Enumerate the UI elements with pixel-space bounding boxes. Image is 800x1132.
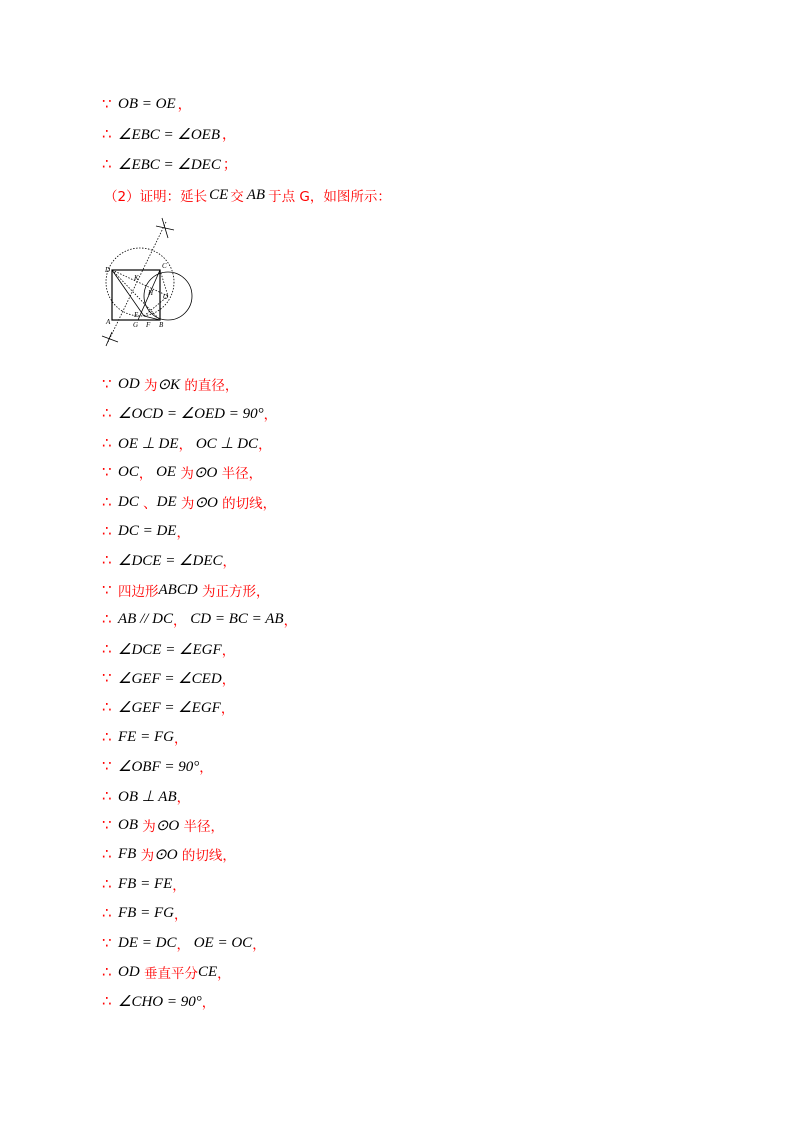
proof-text: ， bbox=[217, 966, 231, 982]
math-expression: ∠EBC = ∠DEC bbox=[118, 156, 221, 173]
proof-text: ， bbox=[173, 907, 188, 923]
proof-text: ， bbox=[201, 995, 216, 1011]
math-expression: OD bbox=[118, 375, 140, 392]
proof-text: ， bbox=[178, 437, 193, 453]
proof-text: ， bbox=[176, 525, 190, 541]
proof-text: 为 bbox=[139, 378, 158, 394]
therefore-symbol: ∴ bbox=[102, 404, 112, 422]
proof-line bbox=[102, 785, 190, 807]
math-expression: ∠GEF = ∠CED bbox=[118, 670, 222, 687]
math-expression: ∠GEF = ∠EGF bbox=[118, 699, 221, 716]
punctuation: ； bbox=[222, 157, 237, 173]
proof-text: ， bbox=[172, 878, 186, 894]
proof-line bbox=[102, 726, 187, 748]
math-expression: FE = FG bbox=[118, 728, 174, 745]
math-expression: ⊙O bbox=[194, 494, 218, 511]
label-a: A bbox=[106, 318, 111, 326]
proof-text: ， bbox=[138, 466, 153, 482]
proof-text: 半径， bbox=[179, 819, 224, 835]
segment-ab: AB bbox=[246, 186, 266, 203]
because-symbol: ∵ bbox=[102, 95, 112, 113]
math-expression: CD = BC = AB bbox=[186, 610, 284, 627]
proof-line bbox=[102, 402, 277, 424]
proof-line bbox=[102, 932, 266, 954]
segment-ce: CE bbox=[209, 186, 229, 203]
proof-text: 的切线， bbox=[177, 848, 236, 864]
therefore-symbol: ∴ bbox=[102, 787, 112, 805]
math-expression: ⊙O bbox=[154, 846, 178, 863]
math-expression: OB ⊥ AB bbox=[118, 788, 177, 805]
therefore-symbol: ∴ bbox=[102, 551, 112, 569]
math-expression: DC bbox=[118, 493, 139, 510]
arc-mark-top bbox=[156, 218, 174, 238]
punctuation: ， bbox=[177, 97, 192, 113]
math-expression: ∠OCD = ∠OED = 90° bbox=[118, 405, 264, 422]
math-expression: OC ⊥ DC bbox=[192, 435, 259, 452]
because-symbol: ∵ bbox=[102, 669, 112, 687]
because-symbol: ∵ bbox=[102, 375, 112, 393]
proof-text: 的直径， bbox=[180, 378, 239, 394]
therefore-symbol: ∴ bbox=[102, 155, 112, 173]
proof-line-top-3 bbox=[102, 153, 237, 175]
therefore-symbol: ∴ bbox=[102, 963, 112, 981]
proof-text: 为 bbox=[136, 848, 155, 864]
proof-line bbox=[102, 608, 297, 630]
therefore-symbol: ∴ bbox=[102, 875, 112, 893]
therefore-symbol: ∴ bbox=[102, 610, 112, 628]
part2-lead: （2）证明：延长 bbox=[104, 189, 208, 205]
proof-line bbox=[102, 843, 236, 865]
math-expression: FB = FG bbox=[118, 904, 174, 921]
math-expression: ABCD bbox=[158, 581, 198, 598]
proof-line bbox=[102, 373, 238, 395]
proof-text: ， bbox=[283, 613, 298, 629]
therefore-symbol: ∴ bbox=[102, 493, 112, 511]
proof-text: 为 bbox=[176, 496, 195, 512]
proof-text: 为 bbox=[138, 819, 156, 835]
proof-line bbox=[102, 755, 213, 777]
because-symbol: ∵ bbox=[102, 934, 112, 952]
math-expression: ∠CHO = 90° bbox=[118, 993, 202, 1010]
because-symbol: ∵ bbox=[102, 816, 112, 834]
label-b: B bbox=[159, 321, 164, 329]
proof-text: ， bbox=[252, 937, 266, 953]
proof-text: 为正方形， bbox=[197, 584, 270, 600]
math-expression: ⊙O bbox=[193, 464, 218, 481]
math-expression: ⊙K bbox=[157, 376, 181, 393]
math-expression: OE = OC bbox=[189, 934, 253, 951]
therefore-symbol: ∴ bbox=[102, 728, 112, 746]
proof-line bbox=[102, 667, 235, 689]
math-expression: ∠OBF = 90° bbox=[118, 758, 200, 775]
proof-line-top-2 bbox=[102, 123, 236, 145]
proof-line bbox=[102, 491, 276, 513]
math-expression: ∠EBC = ∠OEB bbox=[118, 126, 221, 143]
arc-mark-bottom bbox=[102, 332, 118, 346]
geometry-figure bbox=[100, 216, 212, 352]
proof-text: ， bbox=[176, 790, 191, 806]
math-expression: OE bbox=[152, 463, 177, 480]
math-expression: OB bbox=[118, 816, 138, 833]
math-expression: ⊙O bbox=[155, 817, 180, 834]
proof-text: ， bbox=[173, 731, 188, 747]
therefore-symbol: ∴ bbox=[102, 992, 112, 1010]
proof-text: 的切线， bbox=[217, 496, 277, 512]
because-symbol: ∵ bbox=[102, 581, 112, 599]
proof-line-top-1 bbox=[102, 93, 192, 115]
proof-text: ， bbox=[263, 407, 278, 423]
proof-line bbox=[102, 520, 190, 542]
proof-line bbox=[102, 990, 215, 1012]
math-expression: OB = OE bbox=[118, 95, 176, 112]
label-g: G bbox=[133, 321, 139, 329]
proof-text: ， bbox=[176, 937, 190, 953]
label-o: O bbox=[163, 293, 169, 301]
math-expression: DE bbox=[156, 493, 177, 510]
therefore-symbol: ∴ bbox=[102, 845, 112, 863]
math-expression: FB bbox=[118, 845, 137, 862]
proof-text: 、 bbox=[138, 496, 157, 512]
math-expression: CE bbox=[197, 963, 218, 980]
proof-text: ， bbox=[173, 613, 187, 629]
label-c: C bbox=[162, 262, 167, 270]
because-symbol: ∵ bbox=[102, 757, 112, 775]
therefore-symbol: ∴ bbox=[102, 522, 112, 540]
math-expression: OE ⊥ DE bbox=[118, 435, 179, 452]
proof-line bbox=[102, 814, 224, 836]
part2-jiao: 交 bbox=[230, 189, 244, 205]
therefore-symbol: ∴ bbox=[102, 640, 112, 658]
math-expression: ∠DCE = ∠DEC bbox=[118, 552, 223, 569]
proof-text: 半径， bbox=[217, 466, 263, 482]
punctuation: ， bbox=[222, 127, 237, 143]
proof-line bbox=[102, 579, 269, 601]
proof-line bbox=[102, 696, 234, 718]
therefore-symbol: ∴ bbox=[102, 434, 112, 452]
math-expression: FB = FE bbox=[118, 875, 173, 892]
proof-text: 垂直平分 bbox=[139, 966, 198, 982]
math-expression: OD bbox=[118, 963, 140, 980]
proof-line bbox=[102, 638, 235, 660]
proof-text: 为 bbox=[176, 466, 194, 482]
therefore-symbol: ∴ bbox=[102, 904, 112, 922]
proof-line bbox=[102, 432, 272, 454]
proof-text: ， bbox=[221, 643, 236, 659]
label-f: F bbox=[146, 321, 151, 329]
proof-text: ， bbox=[222, 554, 237, 570]
math-expression: ∠DCE = ∠EGF bbox=[118, 641, 222, 658]
part2-heading bbox=[104, 184, 391, 206]
proof-line bbox=[102, 902, 187, 924]
proof-text: ， bbox=[220, 701, 235, 717]
proof-text: 四边形 bbox=[118, 584, 159, 600]
proof-text: ， bbox=[199, 760, 213, 776]
math-expression: DC = DE bbox=[118, 522, 177, 539]
math-expression: AB // DC bbox=[118, 610, 173, 627]
therefore-symbol: ∴ bbox=[102, 698, 112, 716]
proof-line bbox=[102, 461, 262, 483]
proof-text: ， bbox=[258, 437, 272, 453]
proof-line bbox=[102, 961, 231, 983]
proof-line bbox=[102, 873, 186, 895]
proof-text: ， bbox=[221, 672, 236, 688]
label-h: H bbox=[148, 289, 154, 297]
math-expression: DE = DC bbox=[118, 934, 177, 951]
therefore-symbol: ∴ bbox=[102, 125, 112, 143]
label-e: E bbox=[134, 311, 139, 319]
math-expression: OC bbox=[118, 463, 139, 480]
proof-line bbox=[102, 549, 236, 571]
because-symbol: ∵ bbox=[102, 463, 112, 481]
label-k: K bbox=[134, 274, 139, 282]
label-d: D bbox=[105, 266, 111, 274]
part2-rest: 于点 G，如图所示： bbox=[268, 189, 391, 205]
